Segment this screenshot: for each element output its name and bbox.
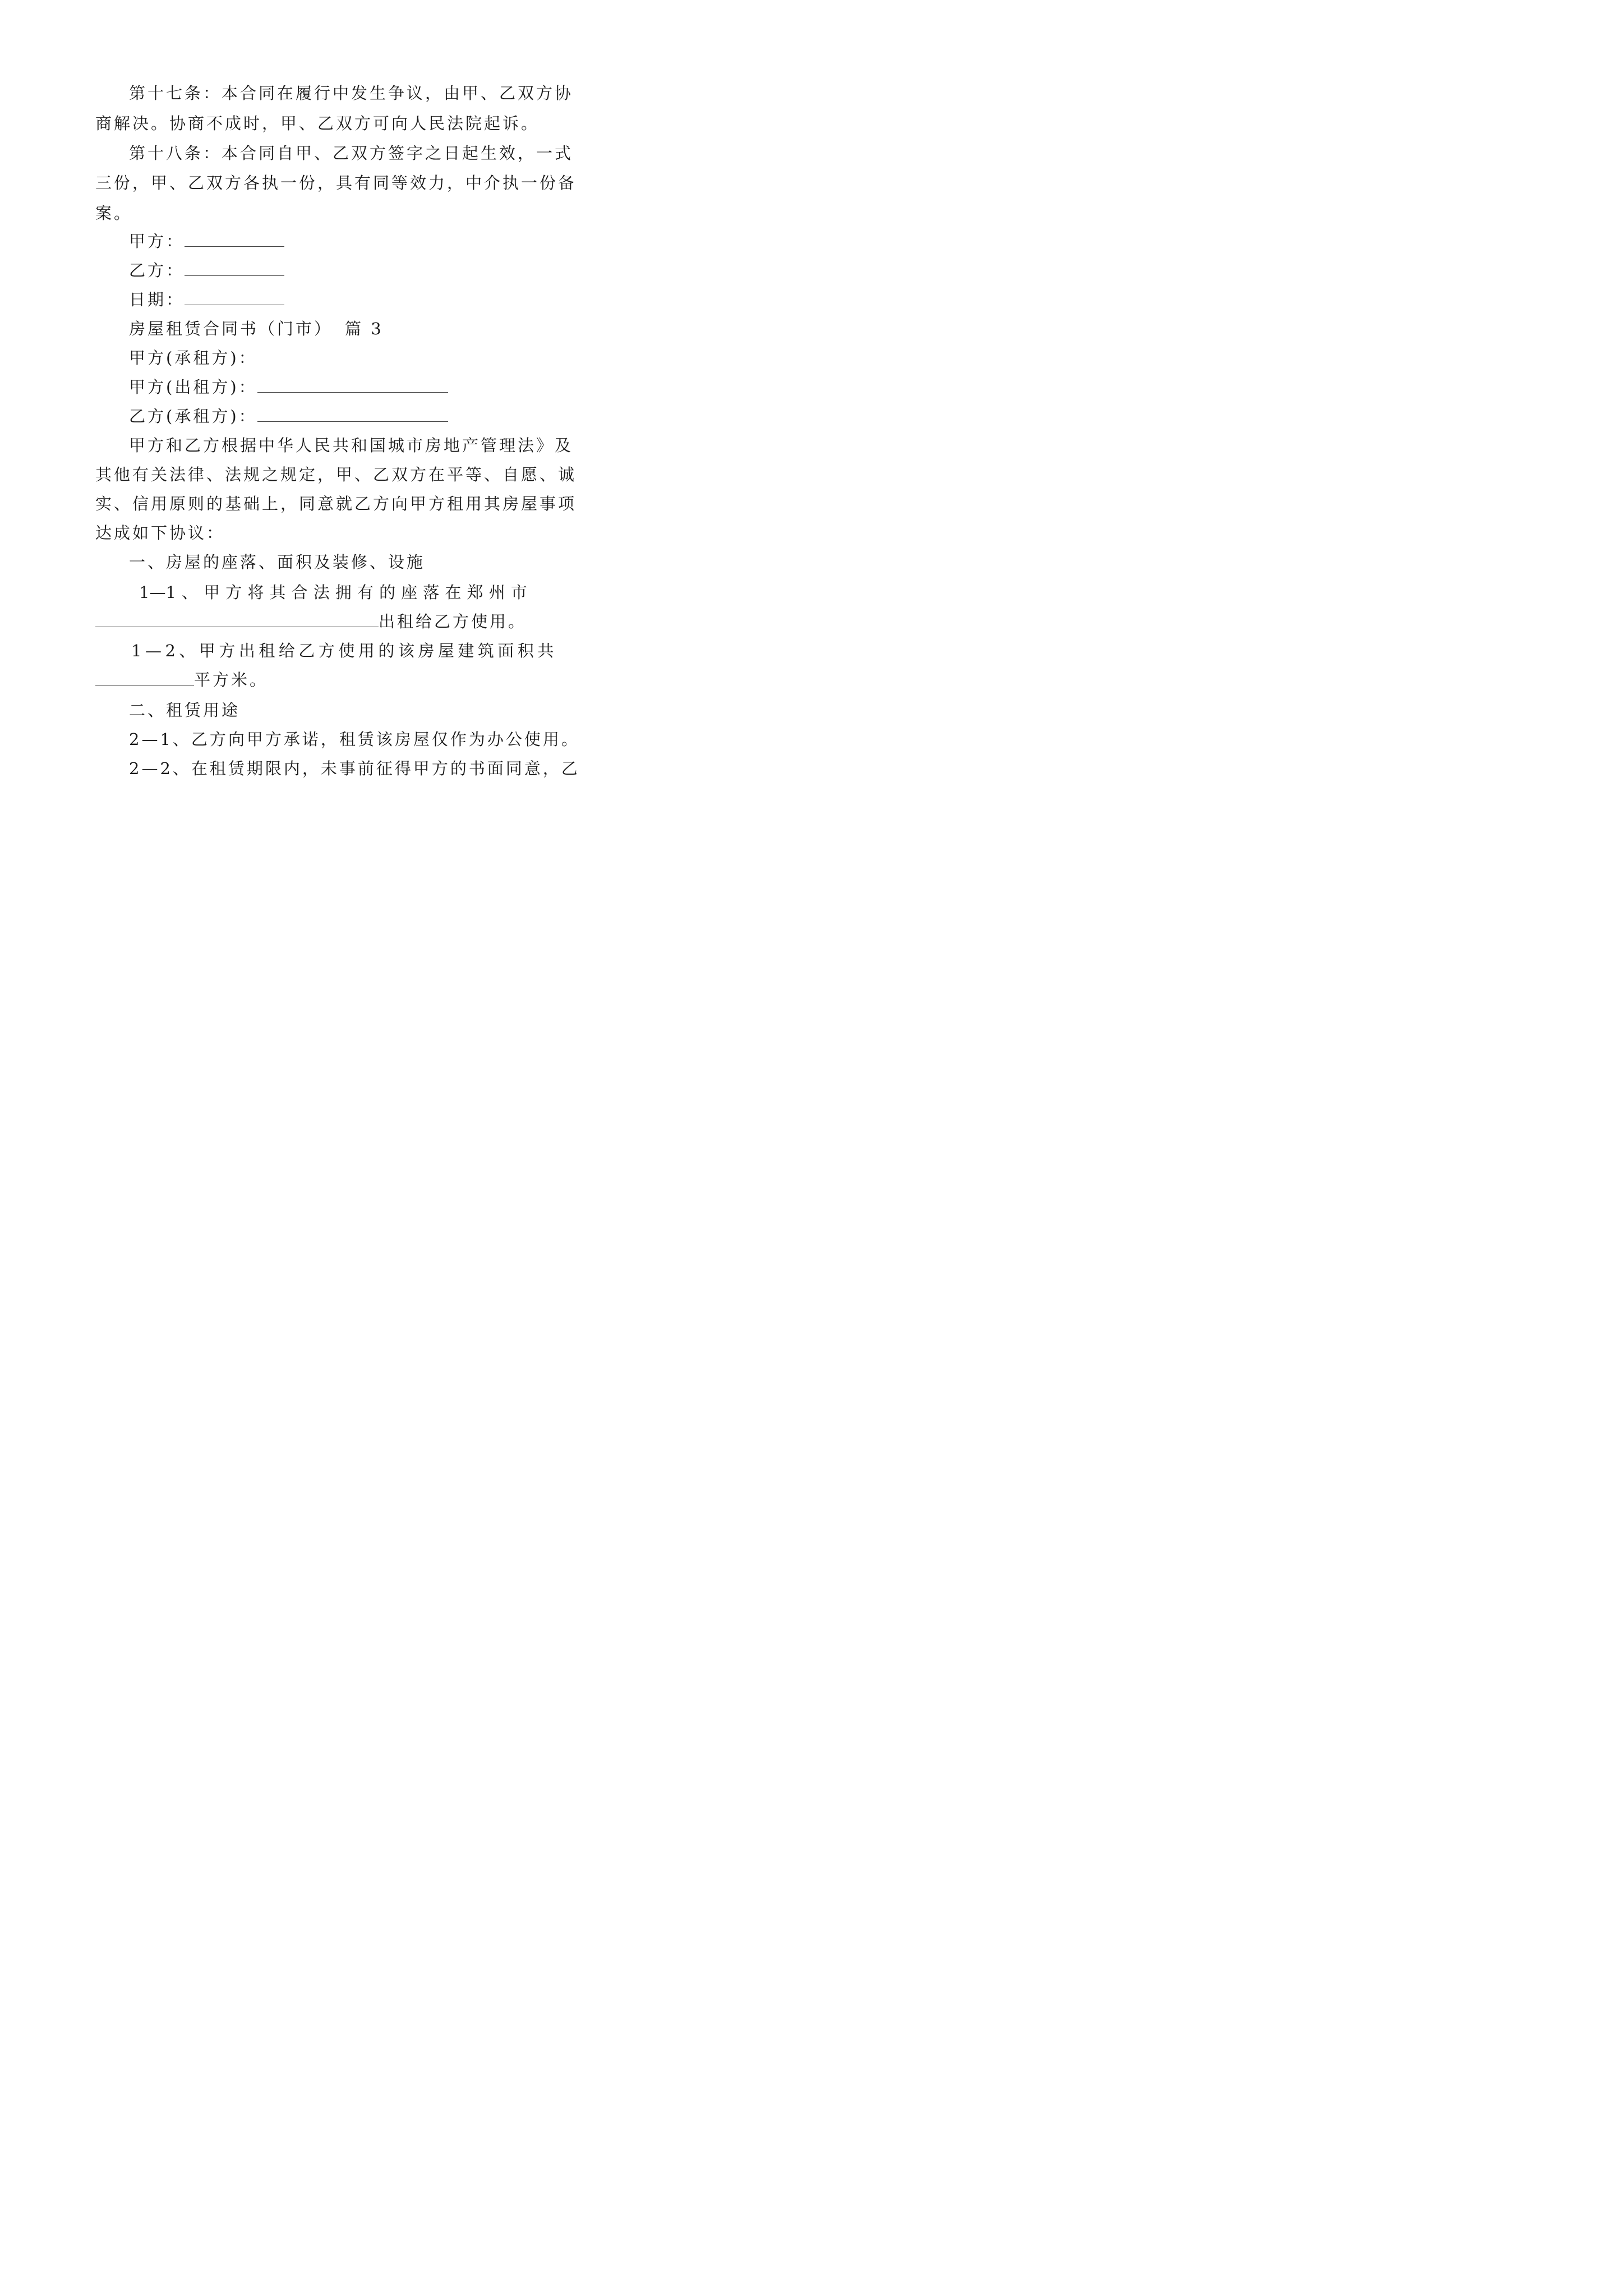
article-18-line-1: 第十八条：本合同自甲、乙双方签字之日起生效，一式	[129, 144, 574, 163]
party-lessor-line	[129, 376, 448, 398]
document-page	[0, 0, 626, 886]
clause-1-1-token: 市	[510, 583, 527, 602]
signature-party-a	[129, 230, 284, 252]
clause-1-1-tail: 出租给乙方使用。	[379, 612, 527, 631]
intro-line-1: 甲方和乙方根据中华人民共和国城市房地产管理法》及	[129, 436, 574, 455]
clause-1-1-token: 其	[269, 583, 286, 602]
clause-1-1-line-2	[95, 610, 527, 633]
party-b-blank	[185, 262, 284, 276]
intro-line-2: 其他有关法律、法规之规定，甲、乙双方在平等、自愿、诚	[95, 465, 577, 484]
date-blank	[185, 291, 284, 305]
clause-1-1-token: 有	[357, 583, 374, 602]
party-a-blank	[185, 233, 284, 247]
article-17-line-2: 商解决。协商不成时，甲、乙双方可向人民法院起诉。	[95, 114, 540, 133]
section-1-heading: 一、房屋的座落、面积及装修、设施	[129, 553, 426, 572]
clause-1-1-token: 郑	[467, 583, 483, 602]
clause-1-1-token: 座	[401, 583, 418, 602]
party-tenant-blank	[257, 408, 448, 422]
clause-1-1-token: 的	[379, 583, 396, 602]
clause-1-1-token: 合	[291, 583, 308, 602]
signature-date	[129, 288, 284, 311]
clause-1-1-token: 方	[225, 583, 242, 602]
clause-1-1-token: 法	[313, 583, 330, 602]
article-17-line-1: 第十七条：本合同在履行中发生争议，由甲、乙双方协	[129, 84, 574, 103]
party-b-label: 乙方：	[129, 261, 185, 280]
clause-1-1-token: 1—1	[139, 583, 176, 602]
party-lessee-line: 甲方(承租方)：	[129, 348, 257, 367]
clause-2-1: 2—1、乙方向甲方承诺，租赁该房屋仅作为办公使用。	[129, 730, 580, 749]
clause-1-1-token: 州	[488, 583, 505, 602]
area-blank	[95, 671, 194, 685]
clause-1-1-token: 拥	[335, 583, 352, 602]
party-lessor-blank	[257, 379, 448, 393]
clause-1-2-line-1: 1—2、甲方出租给乙方使用的该房屋建筑面积共	[131, 641, 557, 660]
signature-party-b	[129, 259, 284, 282]
party-lessor-label: 甲方(出租方)：	[129, 378, 257, 397]
party-tenant-line	[129, 405, 448, 427]
clause-1-1-token: 将	[247, 583, 264, 602]
party-tenant-label: 乙方(承租方)：	[129, 407, 257, 426]
date-label: 日期：	[129, 290, 185, 309]
location-blank	[95, 613, 379, 627]
clause-1-1-token: 甲	[204, 583, 220, 602]
contract-title: 房屋租赁合同书（门市）	[129, 319, 333, 338]
intro-line-4: 达成如下协议：	[95, 523, 225, 542]
clause-1-2-tail: 平方米。	[194, 670, 269, 689]
clause-1-1-token: 、	[182, 583, 199, 602]
party-a-label: 甲方：	[129, 232, 185, 251]
clause-1-1-token: 落	[423, 583, 440, 602]
clause-2-2: 2—2、在租赁期限内，未事前征得甲方的书面同意，乙	[129, 759, 580, 778]
section-2-heading: 二、租赁用途	[129, 701, 241, 720]
clause-1-1-line-1	[139, 581, 527, 604]
clause-1-2-line-2	[95, 669, 268, 691]
intro-line-3: 实、信用原则的基础上，同意就乙方向甲方租用其房屋事项	[95, 494, 577, 513]
article-18-line-2: 三份，甲、乙双方各执一份，具有同等效力，中介执一份备	[95, 173, 577, 192]
contract-subtitle	[129, 318, 384, 340]
clause-1-1-token: 在	[445, 583, 462, 602]
article-18-line-3: 案。	[95, 204, 133, 223]
section-number: 篇 3	[345, 319, 384, 338]
